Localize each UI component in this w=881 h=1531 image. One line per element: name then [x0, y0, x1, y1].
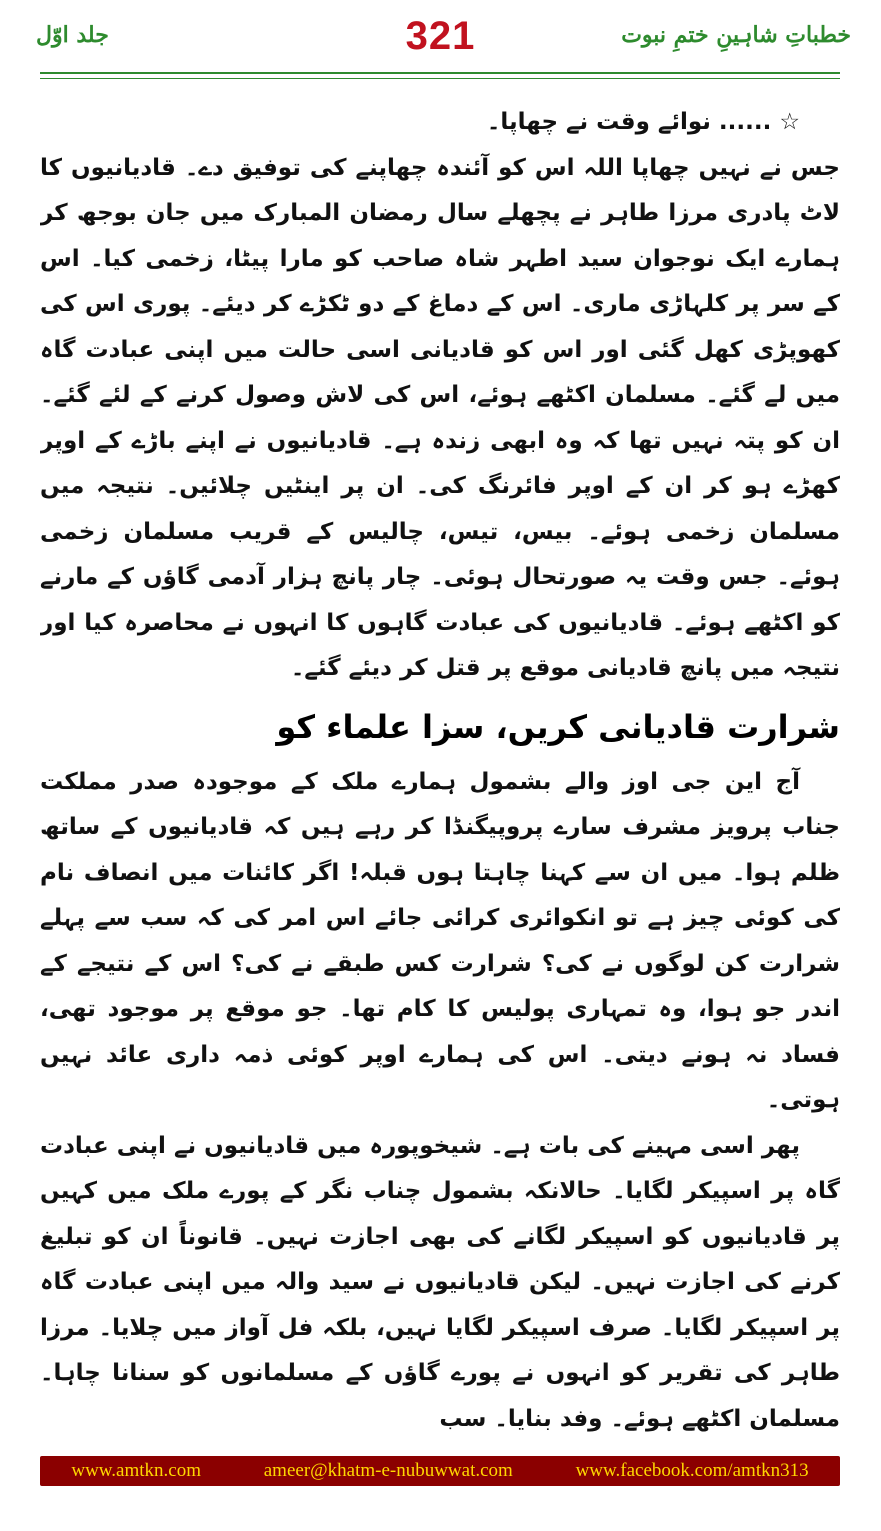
volume-label: جلد اوّل	[36, 22, 109, 48]
footer-bar	[40, 1456, 840, 1486]
header-divider	[40, 72, 840, 74]
bullet-text: ...... نوائے وقت نے چھاپا۔	[486, 109, 772, 135]
header-divider-thin	[40, 78, 840, 79]
section-heading: شرارت قادیانی کریں، سزا علماء کو	[276, 707, 840, 746]
facebook-link[interactable]: www.facebook.com/amtkn313	[575, 1460, 809, 1481]
email-link[interactable]: ameer@khatm-e-nubuwwat.com	[263, 1460, 513, 1481]
page-number: 321	[405, 14, 476, 58]
paragraph-2: آج این جی اوز والے بشمول ہمارے ملک کے موجودہ صدر مملکت جناب پرویز مشرف سارے پروپیگنڈا کر رہے ہیں کہ قادیانیوں کے ساتھ ظلم ہوا۔ میں ان سے کہنا چاہتا ہوں قبلہ! اگر کائنات میں انصاف نام کی کوئی چیز ہے تو انکوائری کرائی جائے اس امر کی کہ سب سے پہلے شرارت کن لوگوں نے کی؟ شرارت کس طبقے نے کی؟ اس کے نتیجے کے اندر جو ہوا، وہ تمہاری پولیس کا کام تھا۔ جو موقع پر موجود تھی، فساد نہ ہونے دیتی۔ اس کی ہمارے اوپر کوئی ذمہ داری عائد نہیں ہوتی۔	[40, 768, 840, 1113]
bullet-line	[40, 100, 840, 146]
website-link[interactable]: www.amtkn.com	[71, 1460, 201, 1481]
paragraph-1: جس نے نہیں چھاپا اللہ اس کو آئندہ چھاپنے کی توفیق دے۔ قادیانیوں کا لاٹ پادری مرزا طاہر نے پچھلے سال رمضان المبارک میں جان بوجھ کر ہمارے ایک نوجوان سید اطہر شاہ صاحب کو مارا پیٹا، زخمی کیا۔ اس کے سر پر کلہاڑی ماری۔ اس کے دماغ کے دو ٹکڑے کر دیئے۔ پوری اس کی کھوپڑی کھل گئی اور اس کو قادیانی اسی حالت میں اپنی عبادت گاہ میں لے گئے۔ مسلمان اکٹھے ہوئے، اس کی لاش وصول کرنے کے لئے گئے۔ ان کو پتہ نہیں تھا کہ وہ ابھی زندہ ہے۔ قادیانیوں نے اپنے باڑے کے اوپر کھڑے ہو کر ان کے اوپر فائرنگ کی۔ ان پر اینٹیں چلائیں۔ نتیجہ میں مسلمان زخمی ہوئے۔ بیس، تیس، چالیس کے قریب مسلمان زخمی ہوئے۔ جس وقت یہ صورتحال ہوئی۔ چار پانچ ہزار آدمی گاؤں کے مارنے کو اکٹھے ہوئے۔ قادیانیوں کی عبادت گاہوں کا انہوں نے محاصرہ کیا اور نتیجہ میں پانچ قادیانی موقع پر قتل کر دیئے گئے۔	[40, 154, 840, 681]
book-title: خطباتِ شاہینِ ختمِ نبوت	[621, 22, 851, 48]
page-body	[40, 100, 840, 1440]
star-icon: ☆	[779, 109, 800, 135]
paragraph-3: پھر اسی مہینے کی بات ہے۔ شیخوپورہ میں قادیانیوں نے اپنی عبادت گاہ پر اسپیکر لگایا۔ حالانکہ بشمول چناب نگر کے پورے ملک میں کہیں پر قادیانیوں کو اسپیکر لگانے کی بھی اجازت نہیں۔ قانوناً ان کو تبلیغ کرنے کی اجازت نہیں۔ لیکن قادیانیوں نے سید والہ میں اپنی عبادت گاہ پر اسپیکر لگایا۔ صرف اسپیکر لگایا نہیں، بلکہ فل آواز میں چلایا۔ مرزا طاہر کی تقریر کو انہوں نے پورے گاؤں کے مسلمانوں کو سنانا چاہا۔ مسلمان اکٹھے ہوئے۔ وفد بنایا۔ سب	[40, 1132, 840, 1432]
page-header	[30, 14, 851, 64]
